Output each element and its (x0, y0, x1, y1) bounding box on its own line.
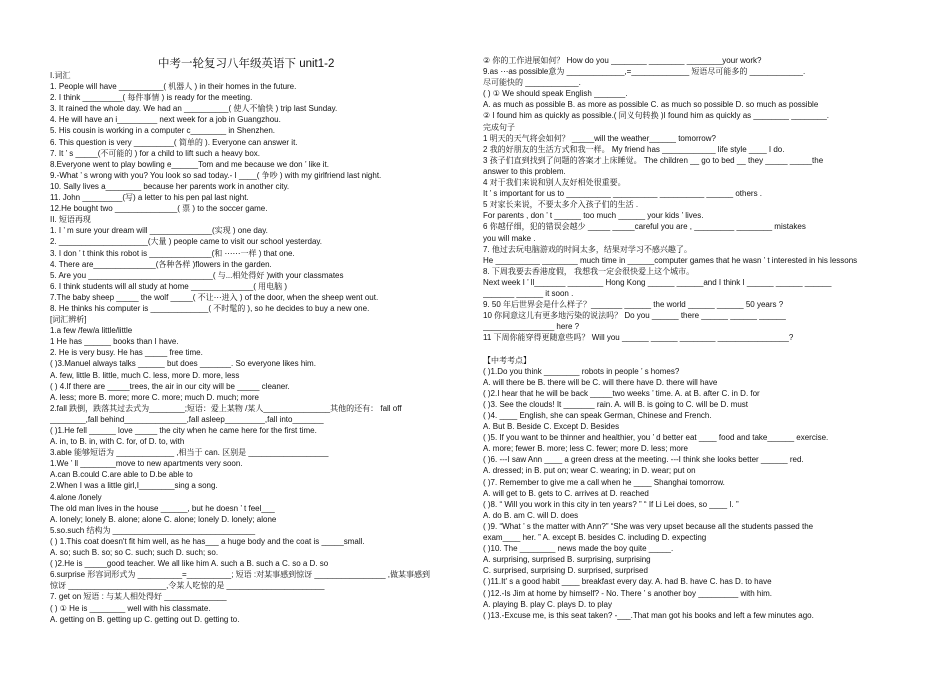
left-text-line: 2. I think _________( 每件事情 ) is ready for the meeting. (50, 93, 253, 103)
left-text-line: 1. I ’ m sure your dream will ______________(实现 ) one day. (50, 226, 268, 236)
left-text-line: A. few, little B. little, much C. less, more D. more, less (50, 370, 240, 380)
left-text-line: 8.Everyone went to play bowling e______Tom and me because we don ’ like it. (50, 159, 329, 169)
right-text-line: answer to this problem. (483, 166, 566, 176)
left-column (50, 0, 468, 691)
left-text-line: 1 He has ______ books than I have. (50, 337, 179, 347)
left-text-line: 8. He thinks his computer is _____________( 不时髦的 ), so he decides to buy a new one. (50, 303, 370, 313)
left-text-line: 4.alone /lonely (50, 492, 102, 502)
left-text-line: [词汇辨析] (50, 315, 87, 325)
left-text-line: 2.fall 跌倒，跌落其过去式为________;短语：爱上某物 /某人_______________其他的还有： fall off (50, 403, 402, 413)
right-text-line: 7. 他过去玩电脑游戏的时间太多，结果对学习不感兴趣了。 (483, 244, 692, 254)
left-text-line: 5.so.such 结构为 ________________________________ (50, 525, 256, 535)
right-text-line: ( )3. See the clouds! It _______ rain. A. will B. is going to C. will be D. must (483, 399, 749, 409)
left-text-line: 4. There are______________(各种各样 )flowers in the garden. (50, 259, 272, 269)
right-text-line: 3 孩子们直到找到了问题的答案才上床睡觉。 The children __ go to bed __ they _____ _____the (483, 155, 824, 165)
right-column (483, 0, 950, 691)
left-text-line: 2. ____________________(大量 ) people came to visit our school yesterday. (50, 237, 323, 247)
left-text-line: 7. get on 短语 : 与某人相处得好 ______________ (50, 592, 227, 602)
right-text-line: 10 你间意这儿有更多地污染的说法吗？ Do you ______ there ______ ______ ______ (483, 311, 786, 321)
left-text-line: 5. Are you ____________________________( 与...相处得好 )with your classmates (50, 270, 344, 280)
left-text-line: 11. John _________(写) a letter to his pen pal last night. (50, 193, 249, 203)
left-text-line: ________,fall behind______________,fall asleep_________,fall into_______ (50, 414, 324, 424)
right-text-block (483, 55, 950, 621)
right-text-line: Next week I ’ ll_______ ________ Hong Kong ______ ______and I think I ______ ______ ______ (483, 277, 832, 287)
right-text-line: ( )4. ____ English, she can speak German, Chinese and French. (483, 411, 712, 420)
right-text-line: A. as much as possible B. as more as possible C. as much so possible D. so much as possible (483, 100, 819, 110)
left-text-line: 2.When I was a little girl,I________sing a song. (50, 481, 218, 491)
right-text-line: A. will there be B. there will be C. will there have D. there will have (483, 377, 718, 387)
right-text-line: 11 下周你能穿得更随意些吗？ Will you ______ ______ ________ ________________? (483, 333, 794, 343)
left-text-line: 7. It ’ s _____(不可能的 ) for a child to lift such a heavy box. (50, 148, 261, 158)
right-text-line (483, 343, 950, 354)
right-text-line: It ’ s important for us to __________ __________ __________ ______ others . (483, 189, 763, 199)
left-text-line: A. getting on B. getting up C. getting out D. getting to. (50, 614, 240, 624)
left-text-line: A. less; more B. more; more C. more; much D. much; more (50, 392, 259, 402)
left-text-line: ( )2.He is _____good teacher. We all like him A. such a B. such a C. so a D. so (50, 559, 329, 569)
right-text-line: 4 对于我们来说和别人友好相处很重要。 (483, 178, 626, 188)
page-title: 中考一轮复习八年级英语下 unit1-2 (158, 58, 335, 70)
left-text-line: 7.The baby sheep _____ the wolf _____( 不让⋯进入 ) of the door, when the sheep went out. (50, 292, 379, 302)
right-text-line: He __________ ________ much time in ______computer games that he wasn ’ t interested in his lessons (483, 255, 858, 265)
left-text-line: 1. People will have __________( 机器人 ) in their homes in the future. (50, 82, 297, 92)
left-text-line: 10. Sally lives a________ because her parents work in another city. (50, 181, 290, 191)
left-text-line: 3. I don ’ t think this robot is ______________(和 ⋯⋯一样 ) that one. (50, 248, 295, 258)
right-text-line: 2 我的好朋友的生活方式和我一样。 My friend has ____________ life style ____ I do. (483, 144, 785, 154)
left-text-line: 6. I think students will all study at home ______________( 用电脑 ) (50, 281, 288, 291)
right-text-line: A. will get to B. gets to C. arrives at D. reached (483, 488, 649, 498)
left-text-line: II. 短语再现 (50, 215, 91, 225)
left-text-line: ( ) ① He is ________ well with his classmate. (50, 603, 211, 613)
right-text-line: you will make . (483, 233, 536, 243)
left-text-line: 5. His cousin is working in a computer c________ in Shenzhen. (50, 126, 276, 136)
right-text-line: ( )7. Remember to give me a call when he ____ Shanghai tomorrow. (483, 477, 725, 487)
right-text-line: A. dressed; in B. put on; wear C. wearing; in D. wear; put on (483, 466, 696, 476)
right-text-line: For parents , don ’ t ______ too much ______ your kids ’ lives. (483, 211, 704, 221)
left-text-line: 6. This question is very _________( 简单的 ). Everyone can answer it. (50, 137, 298, 147)
right-text-line: 【中考考点】 (483, 355, 531, 365)
right-text-line: ( )6. ---I saw Ann ____ a green dress at the meeting. ---I think she looks better ______ red. (483, 455, 804, 465)
right-text-line: 完成句子 (483, 122, 515, 132)
right-text-line: ( ) ① We should speak English _______. (483, 89, 628, 99)
left-text-line: 1.a few /few/a little/little (50, 326, 133, 336)
left-text-line: 2. He is very busy. He has _____ free time. (50, 348, 203, 358)
left-text-line: 12.He bought two ______________( 票 ) to the soccer game. (50, 204, 268, 214)
left-text-line: 1.We ’ ll ________move to new apartments very soon. (50, 459, 243, 469)
right-text-line: A. do B. am C. will D. does (483, 510, 579, 520)
left-text-line: 3.able 能够短语为 _____________ ,相当于 can. 区别是 __________________ (50, 448, 329, 458)
left-text-line: 4. He will have an i_________ next week for a job in Guangzhou. (50, 115, 281, 125)
right-text-line: ________________ here ? (483, 322, 580, 332)
left-text-line: A. so; such B. so; so C. such; such D. such; so. (50, 548, 219, 558)
left-text-line: The old man lives in the house ______, but he doesn ’ t feel___ (50, 503, 275, 513)
right-text-line: 9.as ⋯as possible意为 _____________,=_____________ 短语尽可能多的 ____________. (483, 67, 806, 77)
left-text-line: ( )1.He fell ______ love _____ the city when he came here for the first time. (50, 426, 317, 435)
left-text-line: ( ) 4.If there are _____trees, the air in our city will be _____ cleaner. (50, 381, 290, 391)
left-text-line: I.词汇 (50, 71, 71, 80)
right-text-line: ( )12.-Is Jim at home by himself? - No. There ’ s another boy _________ with him. (483, 588, 773, 598)
right-text-line: 1 明天的天气将会如何？ _____will the weather______ tomorrow? (483, 133, 716, 143)
left-text-line: 3. It rained the whole day. We had an __________( 使人不愉快 ) trip last Sunday. (50, 104, 338, 114)
right-text-line: 6 你越仔细，犯的错误会越少 _____ _____careful you are , _________ ________ mistakes (483, 222, 806, 232)
right-text-line: C. surprised, surprising D. surprised, surprised (483, 566, 648, 576)
left-text-line: 9.-What ’ s wrong with you? You look so sad today.- I ____( 争吵 ) with my girlfriend last night. (50, 170, 382, 180)
right-text-line: 8. 下周我要去香港度假， 我想我一定会很快爱上这个城市。 (483, 266, 695, 276)
left-text-line: A. lonely; lonely B. alone; alone C. alone; lonely D. lonely; alone (50, 514, 277, 524)
right-text-line: A. surprising, surprised B. surprising, surprising (483, 555, 651, 565)
left-text-line: A.can B.could C.are able to D.be able to (50, 470, 193, 480)
right-text-line: 9. 50 年后世界会是什么样子？_______ ______ the world ______ ______ 50 years ? (483, 300, 784, 310)
left-text-line: 惊讶 ______________________,令某人吃惊的是 ______________________ (50, 581, 325, 591)
left-text-block (50, 70, 468, 625)
right-text-line: ( )5. If you want to be thinner and healthier, you ’ d better eat ____ food and take______ exercise. (483, 433, 829, 443)
left-text-line: ( )3.Manuel always talks ______ but does _______. So everyone likes him. (50, 359, 316, 369)
left-text-line: ( ) 1.This coat doesn't fit him well, as he has___ a huge body and the coat is _____small. (50, 536, 365, 546)
right-text-line: ( )2.I hear that he will be back _____two weeks ’ time. A. at B. after C. in D. for (483, 388, 760, 398)
right-text-line: A. more; fewer B. more; less C. fewer; more D. less; more (483, 444, 688, 454)
right-text-line: exam____ her. ” A. except B. besides C. including D. expecting (483, 533, 707, 543)
right-text-line: A. But B. Beside C. Except D. Besides (483, 422, 620, 432)
right-text-line: A. playing B. play C. plays D. to play (483, 599, 612, 609)
right-text-line: _______ ______ it soon . (483, 288, 574, 298)
right-text-line: ( )9. “What ’ s the matter with Ann?” “She was very upset because all the students passed the (483, 521, 814, 531)
right-text-line: ( )11.It' s a good habit ____ breakfast every day. A. had B. have C. has D. to have (483, 577, 772, 587)
right-text-line: ② I found him as quickly as possible.( 同义句转换 )I found him as quickly as ________ ________. (483, 111, 830, 121)
right-text-line: ( )8. “ Will you work in this city in ten years? ” “ If Li Lei does, so ____ I. ” (483, 499, 739, 509)
left-text-line: A. in, to B. in, with C. for, of D. to, with (50, 437, 185, 447)
right-text-line: ( )10. The ________ news made the boy quite _____. (483, 544, 674, 554)
right-text-line: ② 你的工作进展如何？ How do you ________ ________ ________your work? (483, 56, 762, 65)
right-text-line: 尽可能快的 ____________. (483, 78, 581, 88)
right-text-line: ( )1.Do you think ________ robots in people ’ s homes? (483, 366, 680, 376)
right-text-line: 5 对家长来说，不要太多介入孩子们的生活 . (483, 200, 639, 210)
left-text-line: 6.surprise 形容词形式为 __________=__________; 短语 :对某事感到惊讶 ________________ ,做某事感到 (50, 570, 430, 580)
right-text-line: ( )13.-Excuse me, is this seat taken? -___.That man got his books and left a few minutes ago. (483, 610, 814, 620)
